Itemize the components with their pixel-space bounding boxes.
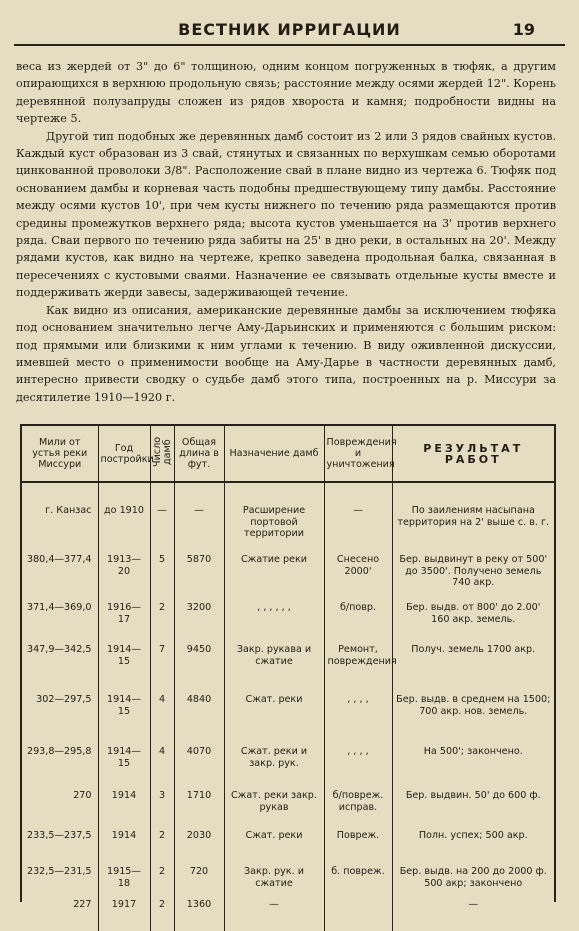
cell-km: 347,9—342,5 [22,634,98,684]
cell-km: 227 [22,889,98,931]
cell-count: 7 [150,634,174,684]
page-number: 19 [512,20,535,39]
paragraph: Другой тип подобных же деревянных дамб состоит из 2 или 3 рядов свайных кустов. Каждый куст образован из 3 свай, стянутых и связанных по верхушкам семью оборотами цинкованной проволоки 3/8". Расположение свай в плане видно из чертежа 6. Тюфяк под основанием дамбы и корневая часть подобны предшествующему типу дамбы. Расстояние между осями кустов 10', при чем кусты нижнего по течению ряда размещаются против средины промежутков верхнего ряда; высота кустов уменьшается на 3' против верхнего ряда. Сваи первого по течению ряда забиты на 25' в дно реки, в остальных на 20'. Между рядами кустов, как видно на чертеже, крепко заведена продольная балка, связанная в пересечениях с кустовыми сваями. Назначение ее связывать отдельные кусты вместе и поддерживать жерди завесы, задерживающей течение. [16,129,556,300]
cell-result: Бер. выдв. в среднем на 1500; 700 акр. нов. земель. [396,694,551,717]
cell-length: 4840 [174,684,224,736]
cell-result: Бер. выдв. от 800' до 2.00' 160 акр. земель. [406,602,541,625]
cell-damage: Снесено 2000' [324,544,392,592]
cell-result: Бер. выдв. на 200 до 2000 ф. 500 акр; закончено [399,866,547,889]
cell-length: 4070 [174,736,224,780]
cell-year: 1916—17 [98,592,150,634]
cell-year: 1915—18 [98,856,150,889]
cell-year: 1914 [98,780,150,820]
cell-result: Получ. земель 1700 акр. [411,644,536,655]
cell-length: 1710 [174,780,224,820]
cell-damage: , , , , [324,736,392,780]
cell-km: 270 [22,780,98,820]
page-header [14,18,565,46]
cell-year: 1914 [98,820,150,856]
cell-km: 293,8—295,8 [22,736,98,780]
table-row [22,820,554,856]
cell-year: до 1910 [98,482,150,544]
cell-damage: Повреж. [324,820,392,856]
table-row [22,736,554,780]
cell-count: — [150,482,174,544]
cell-count: 2 [150,889,174,931]
cell-length: — [174,482,224,544]
cell-damage: — [324,482,392,544]
table-row [22,684,554,736]
cell-length: 1360 [174,889,224,931]
cell-km: 371,4—369,0 [22,592,98,634]
cell-purpose: Расширение портовой территории [224,482,324,544]
table-row [22,780,554,820]
cell-km: 233,5—237,5 [22,820,98,856]
cell-damage [324,889,392,931]
cell-count: 2 [150,592,174,634]
cell-count: 4 [150,684,174,736]
table-row [22,856,554,889]
cell-count: 2 [150,856,174,889]
cell-count: 2 [150,820,174,856]
cell-purpose: Сжатие реки [224,544,324,592]
cell-km: г. Канзас [22,482,98,544]
table-row [22,482,554,544]
cell-damage: б. повреж. [324,856,392,889]
cell-km: 302—297,5 [22,684,98,736]
cell-purpose: Закр. рукава и сжатие [224,634,324,684]
cell-damage: б/повр. [324,592,392,634]
cell-damage: , , , , [324,684,392,736]
table-row [22,544,554,592]
cell-length: 5870 [174,544,224,592]
cell-length: 720 [174,856,224,889]
table-row [22,889,554,931]
col-header-year: Год постройки [98,426,150,482]
cell-purpose: Сжат. реки [224,684,324,736]
cell-count: 5 [150,544,174,592]
paragraph: веса из жердей от 3" до 6" толщиною, одним концом погруженных в тюфяк, а другим опирающихся в верхнюю продольную связь; расстояние между осями жердей 12". Корень деревянной полузапруды сложен из рядов хвороста и камня; подробности видны на чертеже 5. [16,60,556,126]
cell-purpose: Сжат. реки и закр. рук. [224,736,324,780]
cell-year: 1914—15 [98,684,150,736]
col-header-count-label: Число дамб [151,436,173,468]
col-header-count [150,426,174,482]
cell-count: 4 [150,736,174,780]
cell-year: 1914—15 [98,634,150,684]
paragraph: Как видно из описания, американские деревянные дамбы за исключением тюфяка под основанием значительно легче Аму-Дарьинских и применяются с большим риском: под прямыми или близкими к ним углами к течению. В виду оживленной дискуссии, имевшей место о применимости вообще на Аму-Дарье в частности деревянных дамб, интересно привести сводку о судьбе дамб этого типа, построенных на р. Миссури за десятилетие 1910—1920 г. [16,303,556,404]
cell-purpose: — [224,889,324,931]
col-header-result: РЕЗУЛЬТАТ РАБОТ [392,426,554,482]
cell-result: Полн. успех; 500 акр. [418,830,528,841]
cell-purpose: Сжат. реки [224,820,324,856]
cell-count: 3 [150,780,174,820]
cell-purpose: Сжат. реки закр. рукав [224,780,324,820]
col-header-purpose: Назначение дамб [224,426,324,482]
dam-results-table [20,424,556,910]
cell-result: По заилениям насыпана территория на 2' выше с. в. г. [397,505,550,528]
cell-result: Бер. выдвинут в реку от 500' до 3500'. Получено земель 740 акр. [399,554,548,588]
cell-km: 232,5—231,5 [22,856,98,889]
col-header-damage: Повреждения и уничтожения [324,426,392,482]
cell-km: 380,4—377,4 [22,544,98,592]
table-row [22,634,554,684]
cell-year: 1913—20 [98,544,150,592]
cell-length: 3200 [174,592,224,634]
cell-damage: б/повреж. исправ. [324,780,392,820]
cell-result: На 500'; закончено. [423,746,523,757]
table-row [22,592,554,634]
cell-length: 2030 [174,820,224,856]
journal-title: ВЕСТНИК ИРРИГАЦИИ [178,20,401,39]
cell-damage: Ремонт, повреждения [324,634,392,684]
col-header-km: Мили от устья реки Миссури [22,426,98,482]
cell-purpose: , , , , , , [224,592,324,634]
cell-result: Бер. выдвин. 50' до 600 ф. [405,790,541,801]
cell-year: 1914—15 [98,736,150,780]
cell-purpose: Закр. рук. и сжатие [224,856,324,889]
cell-result: — [468,899,479,910]
article-text [16,58,556,406]
table-header-row [22,426,554,482]
cell-year: 1917 [98,889,150,931]
cell-length: 9450 [174,634,224,684]
col-header-length: Общая длина в фут. [174,426,224,482]
